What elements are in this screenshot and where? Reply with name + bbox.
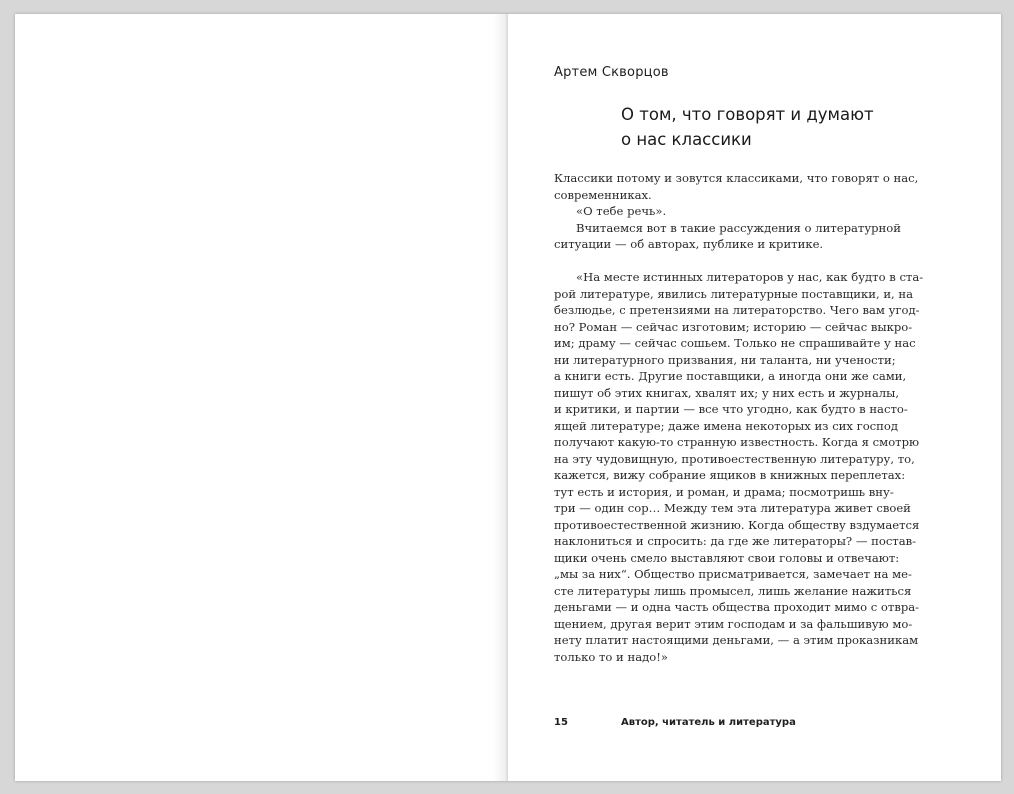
quote-line: только то и надо!» xyxy=(554,649,668,664)
chapter-title-line: о нас классики xyxy=(621,130,752,149)
quote-line: ни литературного призвания, ни таланта, ни учености; xyxy=(554,352,896,367)
right-page xyxy=(508,14,1001,781)
quote-line: получают какую-то странную известность. Когда я смотрю xyxy=(554,435,920,449)
chapter-title-line: О том, что говорят и думают xyxy=(621,105,874,124)
quote-line: „мы за них“. Общество присматривается, замечает на ме- xyxy=(554,567,912,581)
running-title: Автор, читатель и литература xyxy=(621,717,796,728)
book-spread xyxy=(15,14,1001,781)
classic-quote xyxy=(554,269,923,665)
left-page-blank xyxy=(15,14,508,781)
quote-line: щением, другая верит этим господам и за фальшивую мо- xyxy=(554,616,913,631)
text-line: «О тебе речь». xyxy=(576,204,667,218)
quote-line: наклониться и спросить: да где же литераторы? — постав- xyxy=(554,534,917,548)
quote-line: кажется, вижу собрание ящиков в книжных переплетах: xyxy=(554,468,906,482)
text-line: ситуации — об авторах, публике и критике. xyxy=(554,237,824,251)
quote-line: рой литературе, явились литературные поставщики, и, на xyxy=(554,286,914,301)
text-line: Вчитаемся вот в такие рассуждения о литературной xyxy=(576,220,901,235)
author-name: Артем Скворцов xyxy=(554,65,669,80)
quote-line: безлюдье, с претензиями на литераторство. Чего вам угод- xyxy=(554,303,920,317)
quote-line: ящей литературе; даже имена некоторых из сих господ xyxy=(554,418,899,433)
quote-line: тут есть и история, и роман, и драма; посмотришь вну- xyxy=(554,484,894,499)
quote-line: щики очень смело выставляют свои головы и отвечают: xyxy=(554,550,900,565)
quote-line: им; драму — сейчас сошьем. Только не спрашивайте у нас xyxy=(554,336,916,350)
quote-line: сте литературы лишь промысел, лишь желание нажиться xyxy=(554,583,912,598)
quote-line: три — один сор… Между тем эта литература живет своей xyxy=(554,501,911,515)
page-number: 15 xyxy=(554,717,568,728)
quote-line: на эту чудовищную, противоестественную литературу, то, xyxy=(554,451,915,466)
quote-line: противоестественной жизнию. Когда обществу вздумается xyxy=(554,517,920,532)
chapter-title xyxy=(621,102,874,152)
intro-paragraphs xyxy=(554,170,918,253)
quote-line: пишут об этих книгах, хвалят их; у них есть и журналы, xyxy=(554,385,900,400)
quote-line: но? Роман — сейчас изготовим; историю — сейчас выкро- xyxy=(554,319,913,334)
quote-line: деньгами — и одна часть общества проходит мимо с отвра- xyxy=(554,600,920,614)
quote-line: а книги есть. Другие поставщики, а иногда они же сами, xyxy=(554,369,907,383)
quote-line: «На месте истинных литераторов у нас, как будто в ста- xyxy=(576,270,924,284)
text-line: Классики потому и зовутся классиками, что говорят о нас, xyxy=(554,171,919,185)
quote-line: и критики, и партии — все что угодно, как будто в насто- xyxy=(554,402,908,416)
text-line: современниках. xyxy=(554,187,652,202)
quote-line: нету платит настоящими деньгами, — а этим проказникам xyxy=(554,633,919,647)
